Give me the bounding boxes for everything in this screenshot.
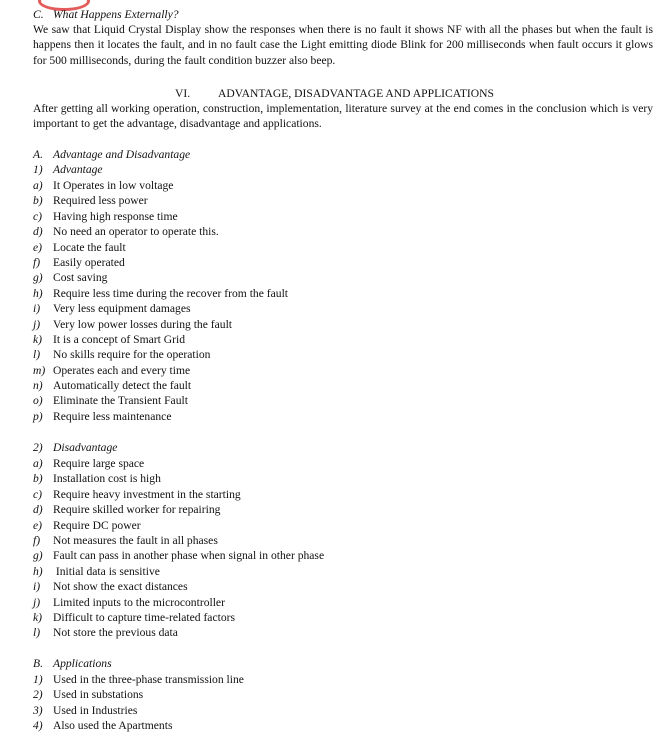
list-item-text: Eliminate the Transient Fault (53, 394, 188, 408)
list-item (33, 487, 324, 502)
list-item-text: Cost saving (53, 271, 108, 285)
section-a-label: A. (33, 148, 43, 161)
list-item (33, 301, 288, 316)
list-item-text: Require less time during the recover from the fault (53, 286, 289, 300)
list-item-text: Installation cost is high (53, 472, 161, 486)
list-item-marker: k) (33, 332, 43, 346)
list-item-marker: h) (33, 286, 43, 300)
list-item-text: Used in substations (53, 688, 144, 702)
list-item (33, 471, 324, 486)
list-item-marker: i) (33, 302, 41, 316)
list-item-text: Require DC power (53, 518, 141, 532)
list-item (33, 209, 288, 224)
list-item (33, 579, 324, 594)
list-item-text: It Operates in low voltage (53, 179, 174, 192)
list-item-marker: c) (33, 487, 43, 501)
list-item (33, 286, 288, 301)
list-item (33, 718, 244, 733)
list-item-text: Operates each and every time (53, 363, 191, 377)
list-item (33, 240, 288, 255)
list-item (33, 270, 288, 285)
list-item (33, 224, 288, 239)
list-item (33, 347, 288, 362)
list-item (33, 610, 324, 625)
advantage-heading (33, 162, 103, 177)
list-item-text: Not show the exact distances (53, 580, 188, 594)
advantage-label: 1) (33, 163, 43, 176)
list-item-text: Require skilled worker for repairing (53, 503, 221, 517)
disadvantage-list (33, 456, 324, 641)
list-item-text: No skills require for the operation (53, 348, 211, 362)
list-item-text: Fault can pass in another phase when signal in other phase (53, 549, 325, 563)
list-item (33, 378, 288, 393)
list-item (33, 178, 288, 193)
section-vi-intro: After getting all working operation, construction, implementation, literature survey at the end comes in the conclusion which is very important to get the advantage, disadvantage and applications. (33, 102, 653, 131)
list-item (33, 317, 288, 332)
list-item (33, 533, 324, 548)
list-item-text: Having high response time (53, 209, 178, 223)
list-item-marker: h) (33, 564, 43, 578)
disadvantage-heading (33, 440, 117, 455)
section-c-label: C. (33, 8, 44, 21)
section-a-heading (33, 147, 190, 162)
list-item-marker: k) (33, 610, 43, 624)
list-item-marker: a) (33, 179, 43, 192)
list-item-marker: g) (33, 271, 43, 285)
section-b-heading (33, 656, 112, 671)
section-c-heading (33, 7, 179, 22)
list-item-marker: 4) (33, 719, 43, 733)
list-item-marker: f) (33, 533, 41, 547)
list-item-text: Locate the fault (53, 240, 126, 254)
list-item-text: It is a concept of Smart Grid (53, 332, 186, 346)
list-item-text: Require large space (53, 457, 145, 470)
list-item (33, 672, 244, 687)
list-item-text: Also used the Apartments (53, 719, 173, 733)
list-item-marker: 1) (33, 673, 43, 686)
list-item (33, 255, 288, 270)
section-b-title: Applications (53, 657, 112, 670)
list-item-marker: i) (33, 580, 41, 594)
list-item (33, 456, 324, 471)
list-item (33, 502, 324, 517)
list-item-marker: j) (33, 317, 41, 331)
list-item-marker: e) (33, 518, 43, 532)
list-item-marker: d) (33, 503, 43, 517)
list-item (33, 193, 288, 208)
list-item-text: Limited inputs to the microcontroller (53, 595, 225, 609)
list-item-text: Not measures the fault in all phases (53, 533, 218, 547)
list-item-marker: m) (33, 363, 46, 377)
list-item-text: Very low power losses during the fault (53, 317, 233, 331)
list-item-text: Automatically detect the fault (53, 379, 192, 393)
list-item-marker: b) (33, 194, 43, 208)
list-item (33, 409, 288, 424)
advantage-list (33, 178, 288, 424)
list-item-text: Very less equipment damages (53, 302, 191, 316)
list-item-marker: p) (33, 409, 43, 423)
list-item (33, 332, 288, 347)
list-item-marker: l) (33, 626, 41, 640)
list-item-marker: c) (33, 209, 43, 223)
list-item-text: Require less maintenance (53, 409, 172, 423)
list-item (33, 625, 324, 640)
list-item-marker: o) (33, 394, 43, 408)
section-vi-title: ADVANTAGE, DISADVANTAGE AND APPLICATIONS (218, 87, 494, 100)
list-item-marker: e) (33, 240, 43, 254)
list-item-marker: n) (33, 379, 43, 393)
list-item-text: Require heavy investment in the starting (53, 487, 241, 501)
disadvantage-label: 2) (33, 441, 43, 454)
list-item (33, 595, 324, 610)
list-item-marker: g) (33, 549, 43, 563)
list-item-marker: 2) (33, 688, 43, 702)
list-item-marker: 3) (33, 703, 43, 717)
advantage-title: Advantage (53, 163, 103, 176)
list-item-text: Difficult to capture time-related factors (53, 610, 235, 624)
disadvantage-title: Disadvantage (53, 441, 118, 454)
list-item (33, 363, 288, 378)
list-item-marker: j) (33, 595, 41, 609)
section-vi-number: VI. (175, 87, 191, 100)
list-item (33, 548, 324, 563)
section-a-title: Advantage and Disadvantage (53, 148, 191, 161)
list-item (33, 687, 244, 702)
list-item-text: Used in the three-phase transmission line (53, 673, 244, 686)
list-item-text: Not store the previous data (53, 626, 178, 640)
section-b-label: B. (33, 657, 43, 670)
list-item (33, 703, 244, 718)
list-item-text: No need an operator to operate this. (53, 225, 219, 239)
list-item-text: Initial data is sensitive (53, 564, 160, 578)
list-item-marker: a) (33, 457, 43, 470)
list-item-text: Easily operated (53, 255, 125, 269)
list-item-marker: d) (33, 225, 43, 239)
list-item-marker: f) (33, 255, 41, 269)
applications-list (33, 672, 244, 734)
list-item (33, 564, 324, 579)
list-item (33, 393, 288, 408)
list-item (33, 518, 324, 533)
list-item-text: Used in Industries (53, 703, 138, 717)
list-item-text: Required less power (53, 194, 148, 208)
section-c-paragraph: We saw that Liquid Crystal Display show the responses when there is no fault it shows NF with all the phases but when the fault is happens then it locates the fault, and in no fault case the Light emitting diode Blink for 200 milliseconds when fault occurs it glows for 500 milliseconds, during the fault condition buzzer also beep. (33, 23, 653, 67)
list-item-marker: l) (33, 348, 41, 362)
list-item-marker: b) (33, 472, 43, 486)
section-c-title: What Happens Externally? (53, 8, 179, 21)
